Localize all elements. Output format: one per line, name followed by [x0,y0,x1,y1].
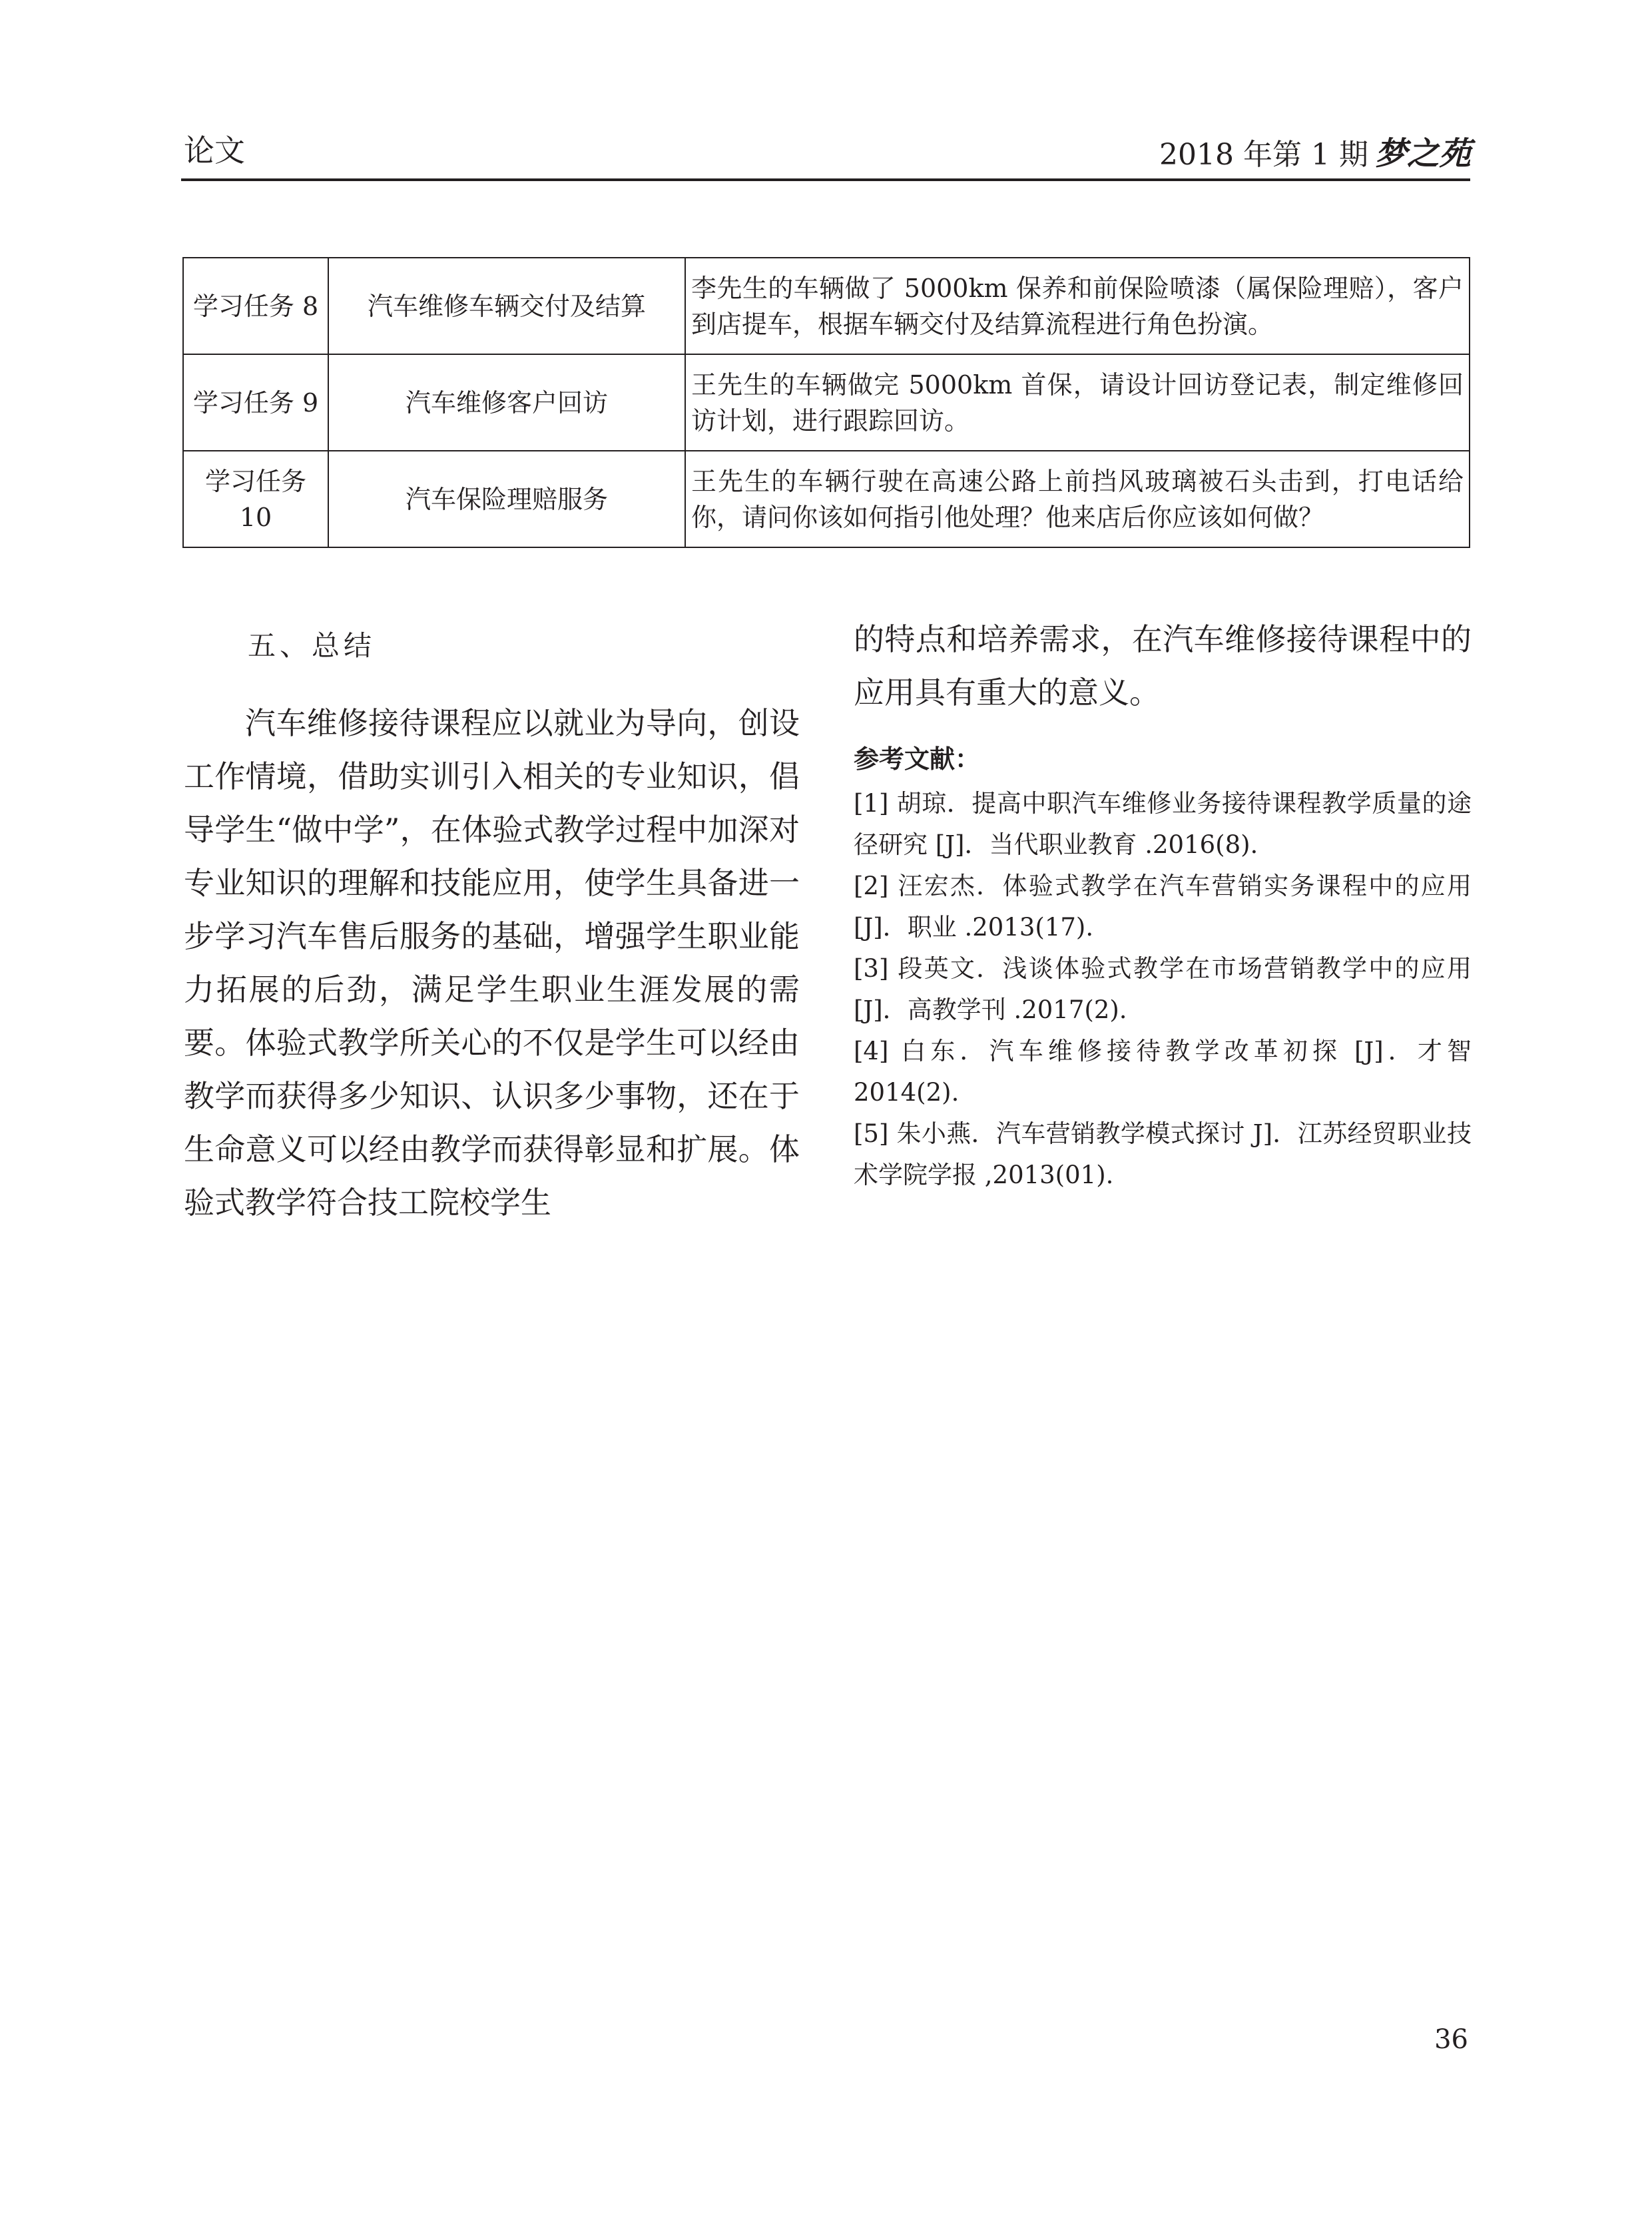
reference-item: [1] 胡琼．提高中职汽车维修业务接待课程教学质量的途径研究 [J]．当代职业教育 .2016(8). [854,789,1472,859]
reference-item: [5] 朱小燕．汽车营销教学模式探讨 J]．江苏经贸职业技术学院学报 ,2013(01). [854,1119,1472,1189]
task-name-cell: 汽车维修车辆交付及结算 [328,258,685,354]
summary-paragraph-continued: 的特点和培养需求，在汽车维修接待课程中的应用具有重大的意义。 [854,621,1472,710]
right-column [854,613,1472,1196]
task-id-cell: 学习任务 8 [183,258,328,354]
task-desc-cell: 王先生的车辆行驶在高速公路上前挡风玻璃被石头击到，打电话给你，请问你该如何指引他处理？他来店后你应该如何做？ [685,451,1470,547]
task-name-cell: 汽车维修客户回访 [328,354,685,451]
task-desc-cell: 李先生的车辆做了 5000km 保养和前保险喷漆（属保险理赔），客户到店提车，根据车辆交付及结算流程进行角色扮演。 [685,258,1470,354]
journal-brand-logo: 梦之苑 [1374,135,1471,172]
left-column [184,619,800,1229]
task-id-cell: 学习任务 10 [183,451,328,547]
task-id-cell: 学习任务 9 [183,354,328,451]
page-number: 36 [1434,2024,1468,2055]
references-title: 参考文献： [854,744,981,774]
reference-item: [4] 白东．汽车维修接待教学改革初探 [J]．才智 2014(2). [854,1037,1472,1107]
task-name-cell: 汽车保险理赔服务 [328,451,685,547]
task-desc-cell: 王先生的车辆做完 5000km 首保，请设计回访登记表，制定维修回访计划，进行跟踪回访。 [685,354,1470,451]
header-issue: 2018 年第 1 期 [1159,138,1368,172]
summary-paragraph: 汽车维修接待课程应以就业为导向，创设工作情境，借助实训引入相关的专业知识，倡导学生“做中学”，在体验式教学过程中加深对专业知识的理解和技能应用，使学生具备进一步学习汽车售后服务的基础，增强学生职业能力拓展的后劲，满足学生职业生涯发展的需要。体验式教学所关心的不仅是学生可以经由教学而获得多少知识、认识多少事物，还在于生命意义可以经由教学而获得彰显和扩展。体验式教学符合技工院校学生 [184,705,800,1221]
table-row [183,451,1470,547]
reference-item: [3] 段英文．浅谈体验式教学在市场营销教学中的应用 [J]．高教学刊 .2017(2). [854,954,1472,1024]
table-row [183,354,1470,451]
header-rule [181,178,1470,181]
header-section-label: 论文 [184,133,245,168]
header-issue-info [1159,128,1471,174]
section-heading-summary: 五、总结 [248,629,376,662]
table-row [183,258,1470,354]
reference-item: [2] 汪宏杰．体验式教学在汽车营销实务课程中的应用 [J]．职业 .2013(17). [854,872,1472,942]
learning-tasks-table [182,257,1470,548]
